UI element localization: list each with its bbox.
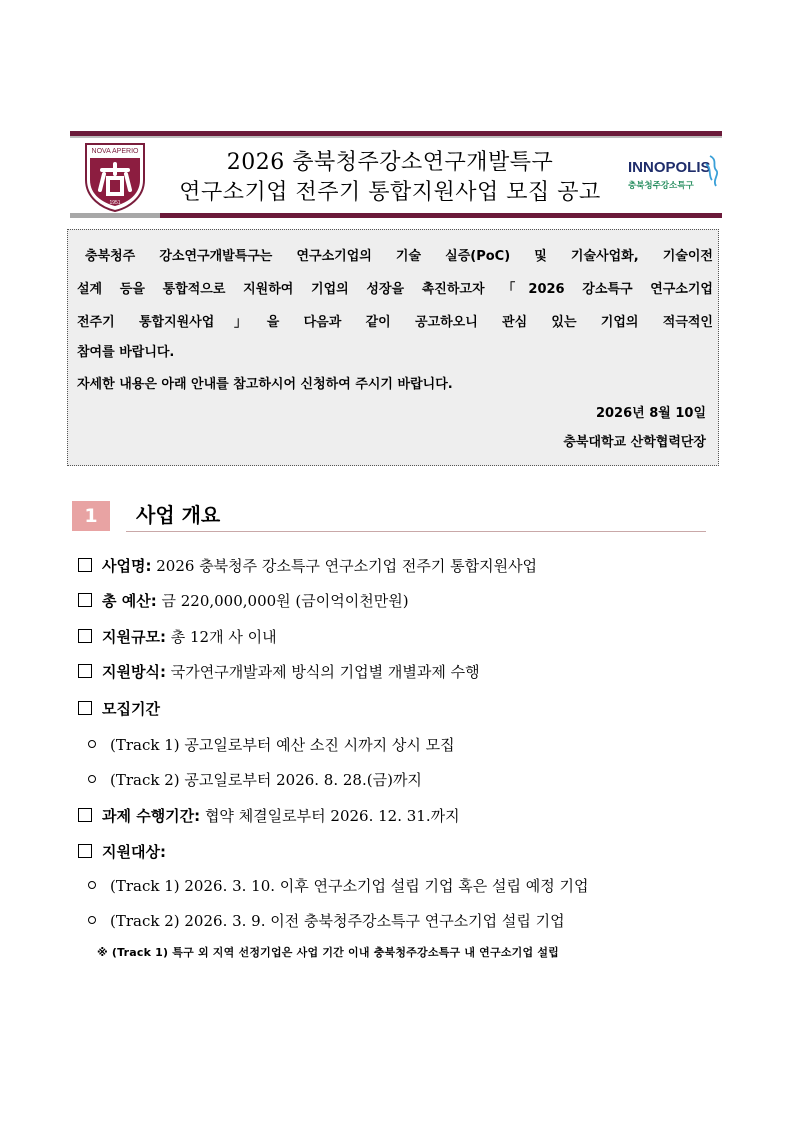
checkbox-square-icon bbox=[78, 701, 92, 715]
item-recruit-period: 모집기간 bbox=[78, 698, 160, 720]
checkbox-square-icon bbox=[78, 664, 92, 678]
item-support-scale: 지원규모: 총 12개 사 이내 bbox=[78, 626, 277, 648]
item-support-target: 지원대상: bbox=[78, 841, 166, 863]
notice-organization: 충북대학교 산학협력단장 bbox=[563, 435, 706, 450]
checkbox-square-icon bbox=[78, 808, 92, 822]
section-title: 사업 개요 bbox=[136, 503, 221, 527]
checkbox-square-icon bbox=[78, 558, 92, 572]
header-top-rule-gray bbox=[70, 136, 722, 138]
item-project-name: 사업명: 2026 충북청주 강소특구 연구소기업 전주기 통합지원사업 bbox=[78, 555, 537, 577]
bullet-circle-icon bbox=[88, 881, 96, 889]
section-underline bbox=[126, 531, 706, 532]
checkbox-square-icon bbox=[78, 844, 92, 858]
title-line-1: 2026 충북청주강소연구개발특구 bbox=[226, 150, 554, 175]
svg-text:INNOPOLIS: INNOPOLIS bbox=[628, 159, 711, 176]
sub-item-target-track1: (Track 1) 2026. 3. 10. 이후 연구소기업 설립 기업 혹은 설립 예정 기업 bbox=[88, 875, 589, 897]
checkbox-square-icon bbox=[78, 593, 92, 607]
header-bottom-rule bbox=[160, 213, 722, 218]
footnote: ※ (Track 1) 특구 외 지역 선정기업은 사업 기간 이내 충북청주강소특구 내 연구소기업 설립 bbox=[97, 946, 559, 959]
innopolis-logo bbox=[626, 150, 721, 196]
sub-item-period-track2: (Track 2) 공고일로부터 2026. 8. 28.(금)까지 bbox=[88, 769, 422, 791]
page-title bbox=[160, 148, 620, 208]
section-number-badge: 1 bbox=[72, 501, 110, 531]
bullet-circle-icon bbox=[88, 740, 96, 748]
notice-box bbox=[67, 229, 719, 466]
notice-line-4: 참여를 바랍니다. bbox=[77, 345, 175, 360]
notice-line-5: 자세한 내용은 아래 안내를 참고하시어 신청하여 주시기 바랍니다. bbox=[77, 377, 453, 392]
sub-item-period-track1: (Track 1) 공고일로부터 예산 소진 시까지 상시 모집 bbox=[88, 734, 455, 756]
sub-item-target-track2: (Track 2) 2026. 3. 9. 이전 충북청주강소특구 연구소기업 설립 기업 bbox=[88, 910, 565, 932]
title-line-2: 연구소기업 전주기 통합지원사업 모집 공고 bbox=[179, 180, 601, 205]
bullet-circle-icon bbox=[88, 916, 96, 924]
university-emblem-logo bbox=[82, 140, 148, 212]
notice-line-3: 전주기 통합지원사업」을 다음과 같이 공고하오니 관심 있는 기업의 적극적인 bbox=[77, 315, 713, 330]
svg-text:1951: 1951 bbox=[109, 200, 121, 206]
notice-line-2: 설계 등을 통합적으로 지원하여 기업의 성장을 촉진하고자 「2026 강소특구 연구소기업 bbox=[77, 282, 713, 297]
item-execution-period: 과제 수행기간: 협약 체결일로부터 2026. 12. 31.까지 bbox=[78, 805, 460, 827]
checkbox-square-icon bbox=[78, 629, 92, 643]
notice-date: 2026년 8월 10일 bbox=[595, 406, 706, 421]
notice-line-1: 충북청주 강소연구개발특구는 연구소기업의 기술 실증(PoC) 및 기술사업화, 기술이전 bbox=[85, 249, 713, 264]
header-bottom-rule-gray bbox=[70, 213, 160, 218]
svg-text:충북청주강소특구: 충북청주강소특구 bbox=[628, 181, 694, 191]
svg-text:NOVA APERIO: NOVA APERIO bbox=[91, 148, 139, 155]
bullet-circle-icon bbox=[88, 775, 96, 783]
item-support-method: 지원방식: 국가연구개발과제 방식의 기업별 개별과제 수행 bbox=[78, 661, 480, 683]
item-budget: 총 예산: 금 220,000,000원 (금이억이천만원) bbox=[78, 590, 409, 612]
